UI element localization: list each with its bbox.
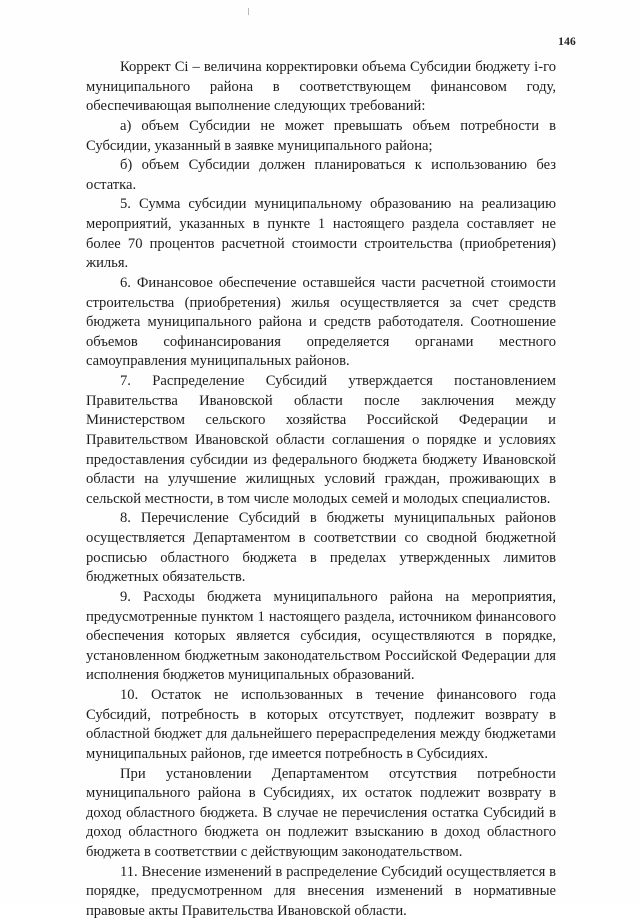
paragraph: При установлении Департаментом отсутствия потребности муниципального района в Субсидиях, их остаток подлежит возврату в доход областного бюджета. В случае не перечисления остатка Субсидий в доход областного бюджета он подлежит взысканию в доход областного бюджета в соответствии с действующим законодательством. <box>86 765 556 860</box>
paragraph: 9. Расходы бюджета муниципального района на мероприятия, предусмотренные пунктом 1 настоящего раздела, источником финансового обеспечения которых является субсидия, осуществляются в порядке, установленном бюджетным законодательством Российской Федерации для исполнения бюджетов муниципальных образований. <box>86 588 556 684</box>
paragraph: а) объем Субсидии не может превышать объем потребности в Субсидии, указанный в заявке муниципального района; <box>86 117 556 154</box>
paragraph: б) объем Субсидии должен планироваться к использованию без остатка. <box>86 157 556 193</box>
paragraph: 6. Финансовое обеспечение оставшейся части расчетной стоимости строительства (приобретения) жилья осуществляется за счет средств бюджета муниципального района и средств работодателя. Соотношение объемов софинансирования определяется органами местного самоуправления муниципальных районов. <box>86 274 556 370</box>
paragraph: 5. Сумма субсидии муниципальному образованию на реализацию мероприятий, указанных в пункте 1 настоящего раздела составляет не более 70 процентов расчетной стоимости строительства (приобретения) жилья. <box>86 196 556 272</box>
paragraph: 8. Перечисление Субсидий в бюджеты муниципальных районов осуществляется Департаментом в соответствии со сводной бюджетной росписью областного бюджета в пределах утвержденных лимитов бюджетных обязательств. <box>86 510 556 586</box>
page-margin-tick <box>248 8 249 15</box>
paragraph: Коррект Ci – величина корректировки объема Субсидии бюджету i-го муниципального района в соответствующем финансовом году, обеспечивающая выполнение следующих требований: <box>86 59 556 115</box>
paragraph: 11. Внесение изменений в распределение Субсидий осуществляется в порядке, предусмотренном для внесения изменений в нормативные правовые акты Правительства Ивановской области. <box>86 863 556 919</box>
page-number: 146 <box>558 36 576 48</box>
paragraph: 7. Распределение Субсидий утверждается постановлением Правительства Ивановской области после заключения между Министерством сельского хозяйства Российской Федерации и Правительством Ивановской области соглашения о порядке и условиях предоставления субсидии из федерального бюджета бюджету Ивановской области на улучшение жилищных условий граждан, проживающих в сельской местности, в том числе молодых семей и молодых специалистов. <box>86 373 556 507</box>
paragraph: 10. Остаток не использованных в течение финансового года Субсидий, потребность в которых отсутствует, подлежит возврату в областной бюджет для дальнейшего перераспределения между бюджетами муниципальных районов, где имеется потребность в Субсидиях. <box>86 687 556 762</box>
document-body <box>86 58 556 922</box>
